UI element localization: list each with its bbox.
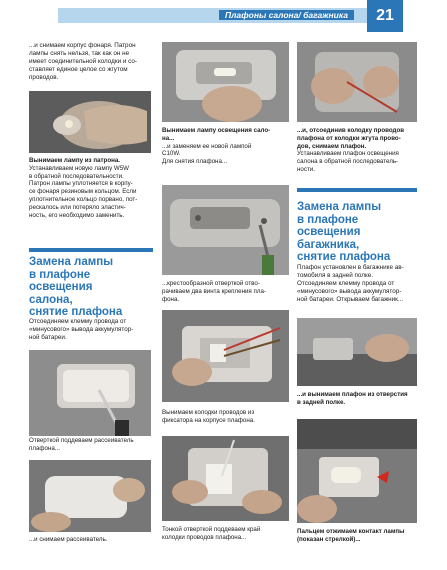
col1-intro-text: ...и снимаем корпус фонаря. Патрон лампы снять нельзя, так как он не имеет соединительной колодки и со- ставляет единое целое со жгутом проводов. [29, 42, 137, 81]
photo-disconnect-lamp [297, 42, 417, 122]
page-header [0, 0, 447, 34]
col2-caption-2: ...крестообразной отверткой отво- рачиваем два винта крепления пла- фона. [162, 280, 266, 303]
col1-caption-1: Вынимаем лампу из патрона. Устанавливаем новую лампу W5W в обратной последовательности. Патрон лампы уплотняется в корпу- се фонаря резиновым кольцом. Если уплотнительное кольцо порвано, пот- рескалось или потеряло эластич- ность, его необходимо заменить. [29, 157, 138, 219]
col1-paragraph: Отсоединяем клемму провода от «минусового» вывода аккумулятор- ной батареи. [29, 318, 134, 341]
photo-wire-connectors [162, 310, 289, 402]
photo-press-contact [297, 419, 417, 523]
col1-heading-rule [29, 248, 153, 252]
col3-caption-1: ...и, отсоединив колодку проводов плафона от колодки жгута прово- дов, снимаем плафон. Устанавливаем плафон освещения салона в обратной последователь- ности. [297, 127, 405, 173]
photo-remove-diffuser [29, 460, 151, 532]
col1-section-heading: Замена лампы в плафоне освещения салона, снятие плафона [29, 256, 123, 318]
photo-cabin-lamp [162, 42, 289, 122]
photo-pry-connector [162, 436, 289, 521]
col2-caption-1: Вынимаем лампу освещения сало- на... ...и заменяем ее новой лампой C10W. Для снятия плафона... [162, 127, 271, 166]
col3-section-heading: Замена лампы в плафоне освещения багажника, снятие плафона [297, 201, 391, 263]
col3-caption-3: Пальцем отжимаем контакт лампы (показан стрелкой)... [297, 528, 405, 543]
col2-caption-4: Тонкой отверткой поддеваем край колодки проводов плафона... [162, 526, 261, 541]
section-title: Плафоны салона/ багажника [0, 8, 360, 23]
col2-caption-3: Вынимаем колодки проводов из фиксатора на корпусе плафона. [162, 409, 255, 424]
col3-paragraph: Плафон установлен в багажнике ав- томобиля в задней полке. Отсоединяем клемму провода от «минусового» вывода аккумулятор- ной батареи. Открываем багажник... [297, 264, 404, 303]
photo-trunk-lamp-remove [297, 318, 417, 386]
col3-heading-rule [297, 188, 417, 192]
photo-bulb-removal [29, 91, 151, 153]
page-number: 21 [367, 0, 403, 32]
col1-caption-3: ...и снимаем рассеиватель. [29, 536, 108, 543]
photo-unscrew-screws [162, 185, 289, 275]
photo-pry-diffuser [29, 350, 151, 436]
col3-caption-2: ...и вынимаем плафон из отверстия в задней полке. [297, 391, 408, 406]
col1-caption-2: Отверткой поддеваем рассеиватель плафона... [29, 437, 134, 452]
